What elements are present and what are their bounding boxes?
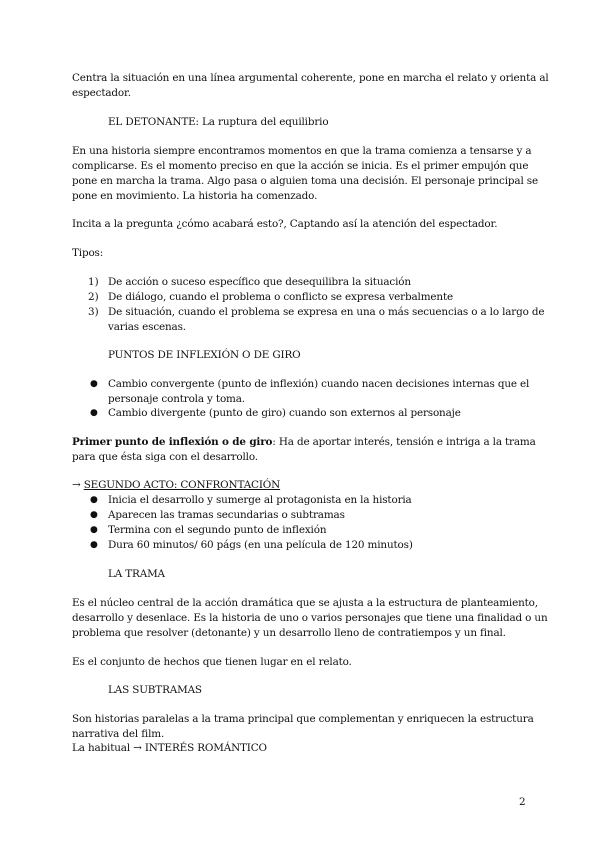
subtramas-line-2: narrativa del film. [72, 728, 165, 740]
detonante-line-4: pone en movimiento. La historia ha comenzado. [72, 190, 318, 202]
puntos-item-2: Cambio divergente (punto de giro) cuando son externos al personaje [108, 407, 461, 419]
primer-line-1 [72, 435, 536, 450]
habitual-line: La habitual → INTERÉS ROMÁNTICO [72, 742, 267, 754]
bullet-icon: ● [90, 495, 98, 505]
tipos-number-3: 3) [88, 306, 99, 318]
segundo-heading: SEGUNDO ACTO: CONFRONTACIÓN [83, 479, 281, 491]
trama-heading: LA TRAMA [108, 568, 165, 580]
puntos-item-1-cont: personaje controla y toma. [108, 393, 245, 405]
tipos-label: Tipos: [72, 247, 104, 259]
subtramas-heading: LAS SUBTRAMAS [108, 684, 202, 696]
tipos-number-2: 2) [88, 291, 99, 303]
detonante-line-1: En una historia siempre encontramos momentos en que la trama comienza a tensarse y a [72, 145, 532, 157]
bullet-icon: ● [90, 510, 98, 520]
conjunto-line: Es el conjunto de hechos que tienen lugar en el relato. [72, 656, 352, 668]
tipos-item-2: De diálogo, cuando el problema o conflicto se expresa verbalmente [108, 291, 453, 303]
tipos-number-1: 1) [88, 276, 99, 288]
trama-line-3: problema que resolver (detonante) y un desarrollo lleno de contratiempos y un final. [72, 627, 506, 639]
segundo-item-3: Termina con el segundo punto de inflexión [108, 524, 327, 536]
bullet-icon: ● [90, 525, 98, 535]
detonante-line-2: complicarse. Es el momento preciso en que la acción se inicia. Es el primer empujón que [72, 160, 529, 172]
detonante-line-3: pone en marcha la trama. Algo pasa o alguien toma una decisión. El personaje principal se [72, 175, 538, 187]
segundo-item-2: Aparecen las tramas secundarias o subtramas [108, 509, 345, 521]
segundo-item-4: Dura 60 minutos/ 60 págs (en una película de 120 minutos) [108, 539, 413, 551]
tipos-item-3: De situación, cuando el problema se expresa en una o más secuencias o a lo largo de [108, 306, 545, 318]
puntos-item-1: Cambio convergente (punto de inflexión) cuando nacen decisiones internas que el [108, 378, 530, 390]
trama-line-2: desarrollo y desenlace. Es la historia de uno o varios personajes que tiene una finalidad o un [72, 612, 548, 624]
page-number: 2 [519, 796, 526, 808]
segundo-heading-line [72, 478, 280, 493]
arrow-icon: → [72, 479, 81, 491]
primer-rest: : Ha de aportar interés, tensión e intriga a la trama [272, 436, 536, 448]
bullet-icon: ● [90, 408, 98, 418]
trama-line-1: Es el núcleo central de la acción dramática que se ajusta a la estructura de planteamiento, [72, 597, 538, 609]
primer-bold: Primer punto de inflexión o de giro [72, 436, 273, 448]
intro-line-1: Centra la situación en una línea argumental coherente, pone en marcha el relato y orienta al [72, 72, 549, 84]
tipos-item-3-cont: varias escenas. [108, 321, 186, 333]
segundo-item-1: Inicia el desarrollo y sumerge al protagonista en la historia [108, 494, 412, 506]
bullet-icon: ● [90, 379, 98, 389]
intro-line-2: espectador. [72, 87, 131, 99]
detonante-heading: EL DETONANTE: La ruptura del equilibrio [108, 116, 329, 128]
bullet-icon: ● [90, 540, 98, 550]
puntos-heading: PUNTOS DE INFLEXIÓN O DE GIRO [108, 349, 301, 361]
incita-line: Incita a la pregunta ¿cómo acabará esto?, Captando así la atención del espectador. [72, 218, 498, 230]
subtramas-line-1: Son historias paralelas a la trama principal que complementan y enriquecen la estructura [72, 713, 534, 725]
primer-line-2: para que ésta siga con el desarrollo. [72, 451, 258, 463]
tipos-item-1: De acción o suceso específico que desequilibra la situación [108, 276, 411, 288]
